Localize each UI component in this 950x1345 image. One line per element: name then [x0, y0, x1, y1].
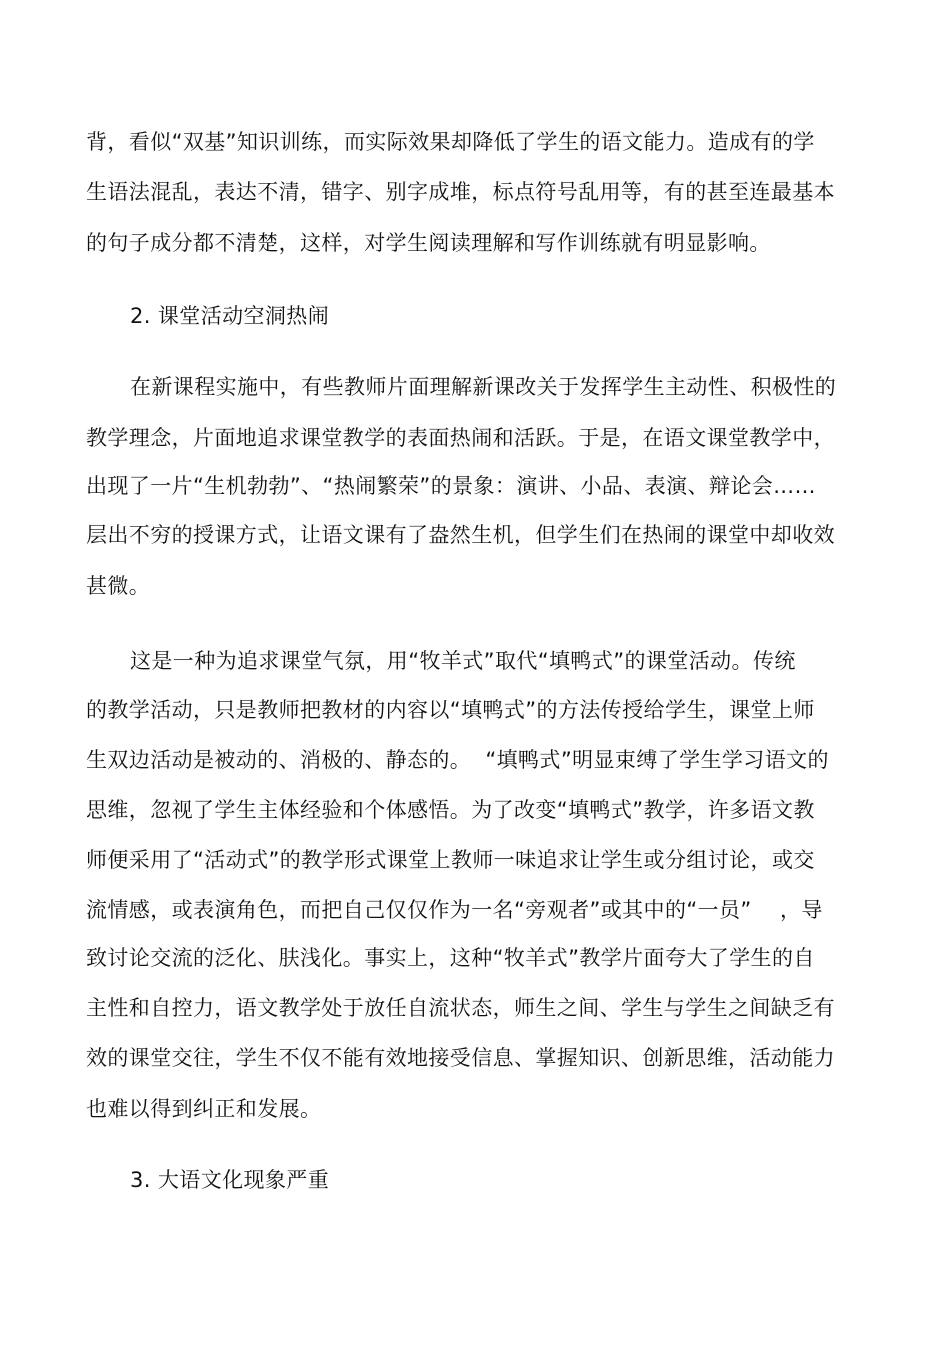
paragraph-2-line-1: 在新课程实施中，有些教师片面理解新课改关于发挥学生主动性、积极性的 — [130, 375, 837, 399]
paragraph-3-line-8: 主性和自控力，语文教学处于放任自流状态，师生之间、学生与学生之间缺乏有 — [86, 996, 835, 1020]
paragraph-2-line-3: 出现了一片“生机勃勃”、“热闹繁荣”的景象：演讲、小品、表演、辩论会…… — [86, 474, 816, 498]
section-heading-3: 3. 大语文化现象严重 — [130, 1168, 330, 1192]
paragraph-2-line-5: 甚微。 — [86, 574, 151, 598]
paragraph-3-line-5: 师便采用了“活动式”的教学形式课堂上教师一味追求让学生或分组讨论，或交 — [86, 848, 815, 872]
paragraph-1-line-3: 的句子成分都不清楚，这样，对学生阅读理解和写作训练就有明显影响。 — [86, 231, 771, 255]
section-heading-2: 2. 课堂活动空洞热闹 — [130, 304, 330, 328]
paragraph-1-line-1: 背，看似“双基”知识训练，而实际效果却降低了学生的语文能力。造成有的学 — [86, 130, 815, 154]
paragraph-3-line-10: 也难以得到纠正和发展。 — [86, 1097, 322, 1121]
paragraph-3-line-3: 生双边活动是被动的、消极的、静态的。 “填鸭式”明显束缚了学生学习语文的 — [86, 748, 829, 772]
paragraph-1-line-2: 生语法混乱，表达不清，错字、别字成堆，标点符号乱用等，有的甚至连最基本 — [86, 180, 835, 204]
paragraph-3-line-1: 这是一种为追求课堂气氛，用“牧羊式”取代“填鸭式”的课堂活动。传统 — [130, 649, 796, 673]
paragraph-3-line-9: 效的课堂交往，学生不仅不能有效地接受信息、掌握知识、创新思维，活动能力 — [86, 1046, 835, 1070]
paragraph-2-line-2: 教学理念，片面地追求课堂教学的表面热闹和活跃。于是，在语文课堂教学中， — [86, 426, 835, 450]
paragraph-3-line-6: 流情感，或表演角色，而把自己仅仅作为一名“旁观者”或其中的“一员” ，导 — [86, 898, 823, 922]
paragraph-3-line-2: 的教学活动，只是教师把教材的内容以“填鸭式”的方法传授给学生，课堂上师 — [86, 698, 815, 722]
paragraph-3-line-4: 思维，忽视了学生主体经验和个体感悟。为了改变“填鸭式”教学，许多语文教 — [86, 798, 815, 822]
paragraph-3-line-7: 致讨论交流的泛化、肤浅化。事实上，这种“牧羊式”教学片面夸大了学生的自 — [86, 946, 815, 970]
paragraph-2-line-4: 层出不穷的授课方式，让语文课有了盎然生机，但学生们在热闹的课堂中却收效 — [86, 523, 835, 547]
